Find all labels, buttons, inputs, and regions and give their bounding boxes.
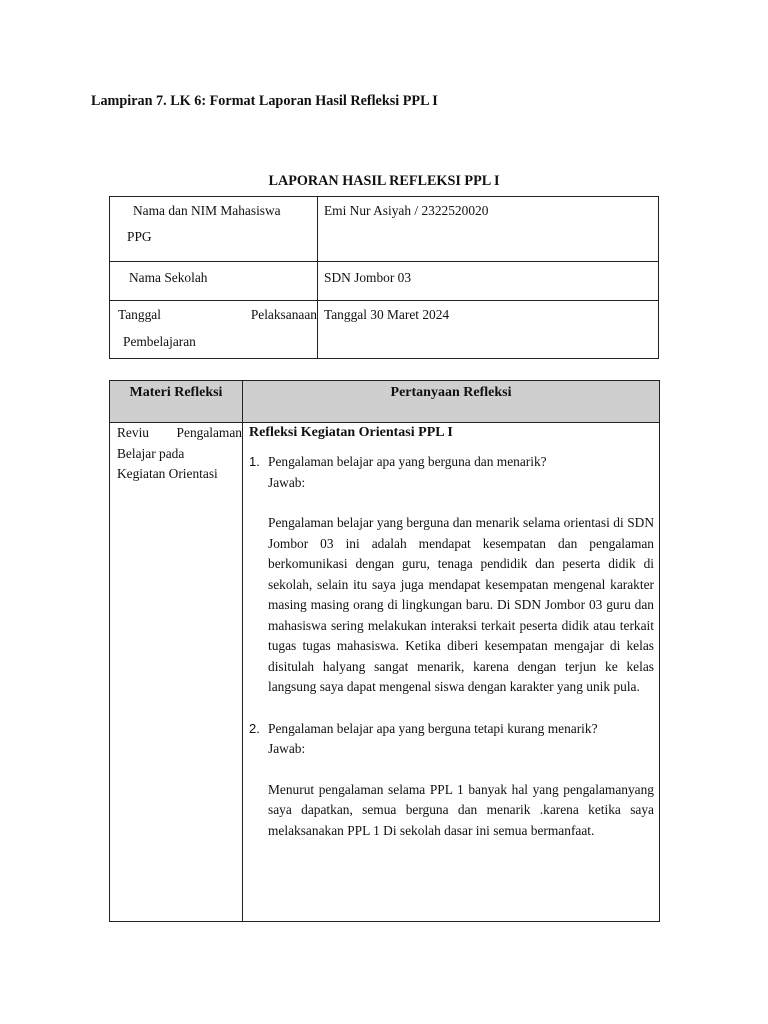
question-text: Pengalaman belajar apa yang berguna tetapi kurang menarik? xyxy=(268,720,598,736)
school-value-cell xyxy=(318,262,659,301)
section-title: Refleksi Kegiatan Orientasi PPL I xyxy=(249,425,453,440)
materi-line2: Belajar pada xyxy=(117,445,185,461)
name-value: Emi Nur Asiyah / 2322520020 xyxy=(324,203,489,218)
pertanyaan-cell xyxy=(243,423,660,922)
name-label-line2: PPG xyxy=(127,229,152,244)
info-row-school xyxy=(110,262,659,301)
materi-word1: Reviu xyxy=(117,425,149,440)
name-label-cell xyxy=(110,197,318,262)
school-label-cell xyxy=(110,262,318,301)
name-value-cell xyxy=(318,197,659,262)
answer-text: Menurut pengalaman selama PPL 1 banyak hal yang pengalamanyang saya dapatkan, semua berguna dan menarik .karena ketika saya melaksanakan PPL 1 Di sekolah dasar ini semua bermanfaat. xyxy=(268,781,654,838)
date-label-cell xyxy=(110,301,318,359)
date-label-line2: Pembelajaran xyxy=(123,334,196,349)
document-header: Lampiran 7. LK 6: Format Laporan Hasil Refleksi PPL I xyxy=(91,93,438,109)
materi-cell xyxy=(110,423,243,922)
reflection-table xyxy=(109,380,660,922)
date-label-word1: Tanggal xyxy=(118,307,161,322)
date-value: Tanggal 30 Maret 2024 xyxy=(324,307,450,322)
info-table xyxy=(109,196,659,359)
pertanyaan-header: Pertanyaan Refleksi xyxy=(243,381,660,423)
answer-label: Jawab: xyxy=(268,474,306,490)
materi-line3: Kegiatan Orientasi xyxy=(117,466,218,481)
info-row-date xyxy=(110,301,659,359)
materi-word2: Pengalaman xyxy=(176,425,242,440)
school-label: Nama Sekolah xyxy=(129,270,208,285)
info-row-name xyxy=(110,197,659,262)
report-title: LAPORAN HASIL REFLEKSI PPL I xyxy=(268,173,500,189)
date-value-cell xyxy=(318,301,659,359)
school-value: SDN Jombor 03 xyxy=(324,270,412,285)
reflection-row xyxy=(110,423,660,922)
materi-header: Materi Refleksi xyxy=(110,381,243,423)
name-label-line1: Nama dan NIM Mahasiswa xyxy=(133,203,281,218)
answer-text: Pengalaman belajar yang berguna dan menarik selama orientasi di SDN Jombor 03 ini adalah mendapat kesempatan dan pengalaman berkomunikasi dengan guru, tenaga pendidik dan peserta didik di sekolah, selain itu saya juga mendapat kesempatan mengenal karakter masing masing orang di lingkungan baru. Di SDN Jombor 03 guru dan mahasiswa sering melakukan interaksi terkait peserta didik atau terkait tugas tugas mahasiswa. Ketika diberi kesempatan mengajar di kelas disitulah halyang sangat menarik, karena dengan terjun ke kelas langsung saya dapat mengenal siswa dengan karakter yang unik pula. xyxy=(268,515,654,694)
question-number: 1. xyxy=(249,454,260,469)
answer-label: Jawab: xyxy=(268,741,306,756)
date-label-word2: Pelaksanaan xyxy=(250,307,317,322)
reflection-header-row xyxy=(110,381,660,423)
question-item xyxy=(249,452,654,698)
question-item xyxy=(249,719,654,842)
question-text: Pengalaman belajar apa yang berguna dan menarik? xyxy=(268,454,547,469)
question-number: 2. xyxy=(249,720,260,736)
